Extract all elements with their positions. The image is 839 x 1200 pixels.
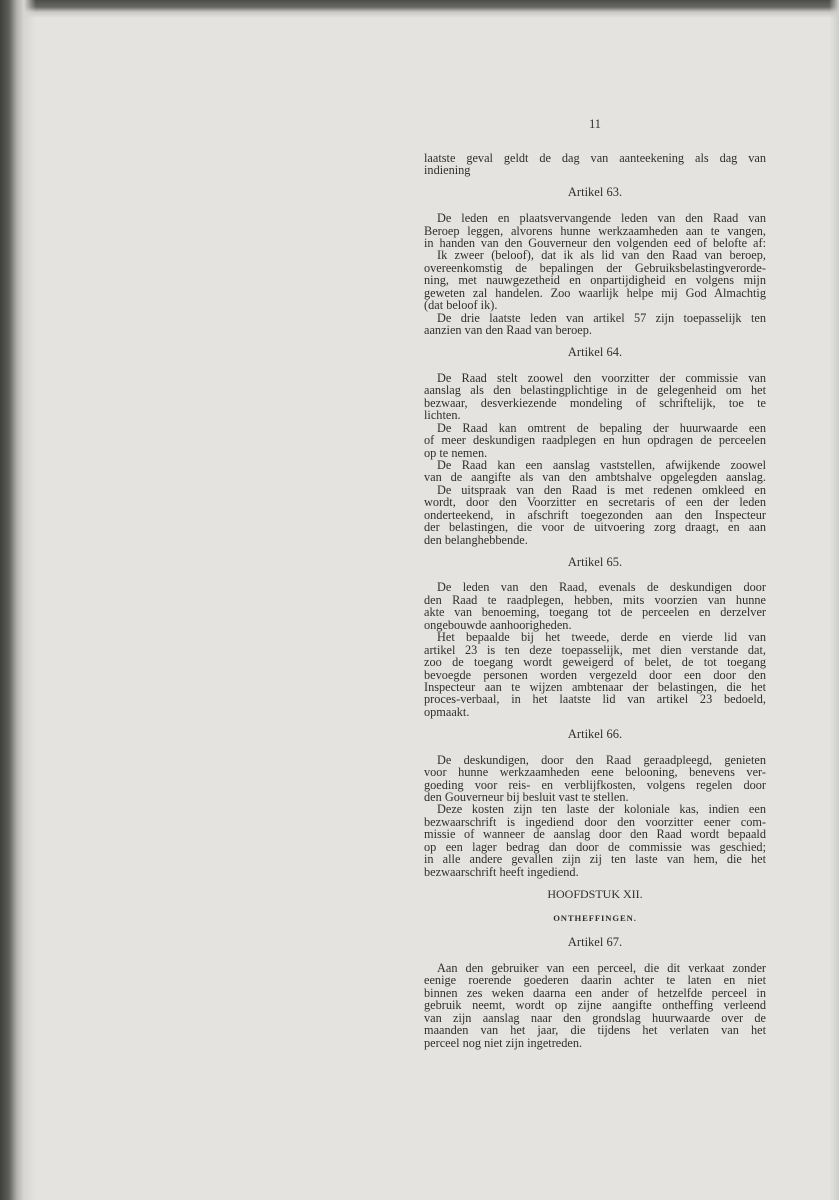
- text-line: missie of wanneer de aanslag door den Raad wordt bepaald: [424, 827, 766, 842]
- text-line: den belanghebbende.: [424, 532, 528, 547]
- text-line: ning, met nauwgezetheid en onpartijdigheid en volgens mijn: [424, 273, 766, 288]
- text-line: geweten zal handelen. Zoo waarlijk helpe mij God Almachtig: [424, 285, 766, 300]
- text-line: eenige roerende goederen daarin achter te laten en niet: [424, 973, 766, 988]
- paragraph: [424, 803, 766, 878]
- paragraph: [424, 312, 766, 337]
- article-title: Artikel 65.: [567, 554, 623, 569]
- paragraph: [424, 754, 766, 804]
- text-line: proces-verbaal, in het laatste lid van artikel 23 bedoeld,: [424, 692, 766, 707]
- paragraph: [424, 152, 766, 177]
- scan-left-edge: [0, 0, 36, 1200]
- text-line: opmaakt.: [424, 704, 470, 719]
- scan-top-edge: [0, 0, 839, 18]
- text-line: aanzien van den Raad van beroep.: [424, 323, 592, 338]
- article-title: Artikel 64.: [567, 344, 623, 359]
- text-line: voor hunne werkzaamheden eene belooning, benevens ver-: [424, 765, 766, 780]
- text-line: der belastingen, die voor de uitvoering zorg draagt, en aan: [424, 520, 766, 535]
- text-line: De Raad kan omtrent de bepaling der huurwaarde een: [437, 420, 766, 435]
- paragraph: [424, 484, 766, 546]
- text-line: Aan den gebruiker van een perceel, die dit verkaat zonder: [437, 960, 766, 975]
- text-line: Het bepaalde bij het tweede, derde en vierde lid van: [437, 630, 766, 645]
- text-line: indiening: [424, 163, 471, 178]
- text-line: van zijn aanslag naar den grondslag huurwaarde over de: [424, 1010, 766, 1025]
- text-line: op te nemen.: [424, 445, 488, 460]
- text-line: gebruik neemt, wordt op zijne aangifte ontheffing verleend: [424, 998, 766, 1013]
- text-line: bevoegde personen worden vergezeld door een door den: [424, 667, 766, 682]
- chapter-heading: HOOFDSTUK XII.: [547, 886, 643, 901]
- text-line: De leden en plaatsvervangende leden van den Raad van: [437, 211, 766, 226]
- text-line: Beroep leggen, alvorens hunne werkzaamheden aan te vangen,: [424, 223, 766, 238]
- article-title: Artikel 63.: [567, 185, 623, 200]
- text-line: onderteekend, in afschrift toegezonden aan den Inspecteur: [424, 507, 766, 522]
- scan-right-edge: [829, 0, 839, 1200]
- text-line: den Gouverneur bij besluit vast te stellen.: [424, 790, 629, 805]
- text-line: De deskundigen, door den Raad geraadpleegd, genieten: [437, 752, 766, 767]
- paragraph: [424, 631, 766, 718]
- text-line: De leden van den Raad, evenals de deskundigen door: [437, 580, 766, 595]
- page-number: 11: [589, 116, 601, 131]
- article-title: Artikel 67.: [567, 934, 623, 949]
- text-line: in handen van den Gouverneur den volgenden eed of belofte af:: [424, 235, 766, 250]
- text-line: van de aangifte als van den ambtshalve opgelegden aanslag.: [424, 470, 766, 485]
- text-line: lichten.: [424, 408, 461, 423]
- paragraph: [424, 962, 766, 1049]
- text-line: Deze kosten zijn ten laste der koloniale kas, indien een: [437, 802, 766, 817]
- chapter-subheading: ONTHEFFINGEN.: [553, 912, 637, 923]
- text-line: zoo de toegang wordt geweigerd of belet, de tot toegang: [424, 655, 766, 670]
- text-line: in alle andere gevallen zijn zij ten laste van hem, die het: [424, 852, 766, 867]
- paragraph: [424, 212, 766, 249]
- text-line: wordt, door den Voorzitter en secretaris of een der leden: [424, 495, 766, 510]
- text-line: artikel 23 is ten deze toepasselijk, met dien verstande dat,: [424, 642, 766, 657]
- text-line: De Raad stelt zoowel den voorzitter der commissie van: [437, 370, 766, 385]
- text-line: De uitspraak van den Raad is met redenen omkleed en: [437, 482, 766, 497]
- text-line: overeenkomstig de bepalingen der Gebruiksbelastingverorde-: [424, 260, 766, 275]
- text-line: op een lager bedrag dan door de commissie was geschied;: [424, 839, 766, 854]
- paragraph: [424, 372, 766, 422]
- paragraph: [424, 581, 766, 631]
- text-line: akte van benoeming, toegang tot de perceelen en derzelver: [424, 605, 766, 620]
- text-line: De drie laatste leden van artikel 57 zijn toepasselijk ten: [437, 310, 766, 325]
- text-line: bezwaarschrift heeft ingediend.: [424, 864, 579, 879]
- paragraph: [424, 459, 766, 484]
- article-title: Artikel 66.: [567, 726, 623, 741]
- text-line: (dat beloof ik).: [424, 298, 498, 313]
- text-line: of meer deskundigen raadplegen en hun opdragen de perceelen: [424, 433, 766, 448]
- paragraph: [424, 249, 766, 311]
- text-line: goeding voor reis- en verblijfkosten, volgens regelen door: [424, 777, 766, 792]
- text-line: aanslag als den belastingplichtige in de gelegenheid om het: [424, 383, 766, 398]
- text-line: binnen zes weken daarna een ander of hetzelfde perceel in: [424, 985, 766, 1000]
- text-line: bezwaar, desverkiezende mondeling of schriftelijk, toe te: [424, 395, 766, 410]
- text-line: Inspecteur aan te wijzen ambtenaar der belastingen, die het: [424, 679, 766, 694]
- text-line: perceel nog niet zijn ingetreden.: [424, 1035, 583, 1050]
- text-line: De Raad kan een aanslag vaststellen, afwijkende zoowel: [437, 457, 766, 472]
- text-line: laatste geval geldt de dag van aanteekening als dag van: [424, 150, 766, 165]
- text-line: Ik zweer (beloof), dat ik als lid van den Raad van beroep,: [437, 248, 766, 263]
- text-line: maanden van het jaar, die tijdens het verlaten van het: [424, 1023, 766, 1038]
- text-line: den Raad te raadplegen, hebben, mits voorzien van hunne: [424, 592, 766, 607]
- text-column: [424, 152, 766, 1049]
- text-line: ongebouwde aanhoorigheden.: [424, 617, 572, 632]
- text-line: bezwaarschrift is ingediend door den voorzitter eener com-: [424, 814, 766, 829]
- paragraph: [424, 422, 766, 459]
